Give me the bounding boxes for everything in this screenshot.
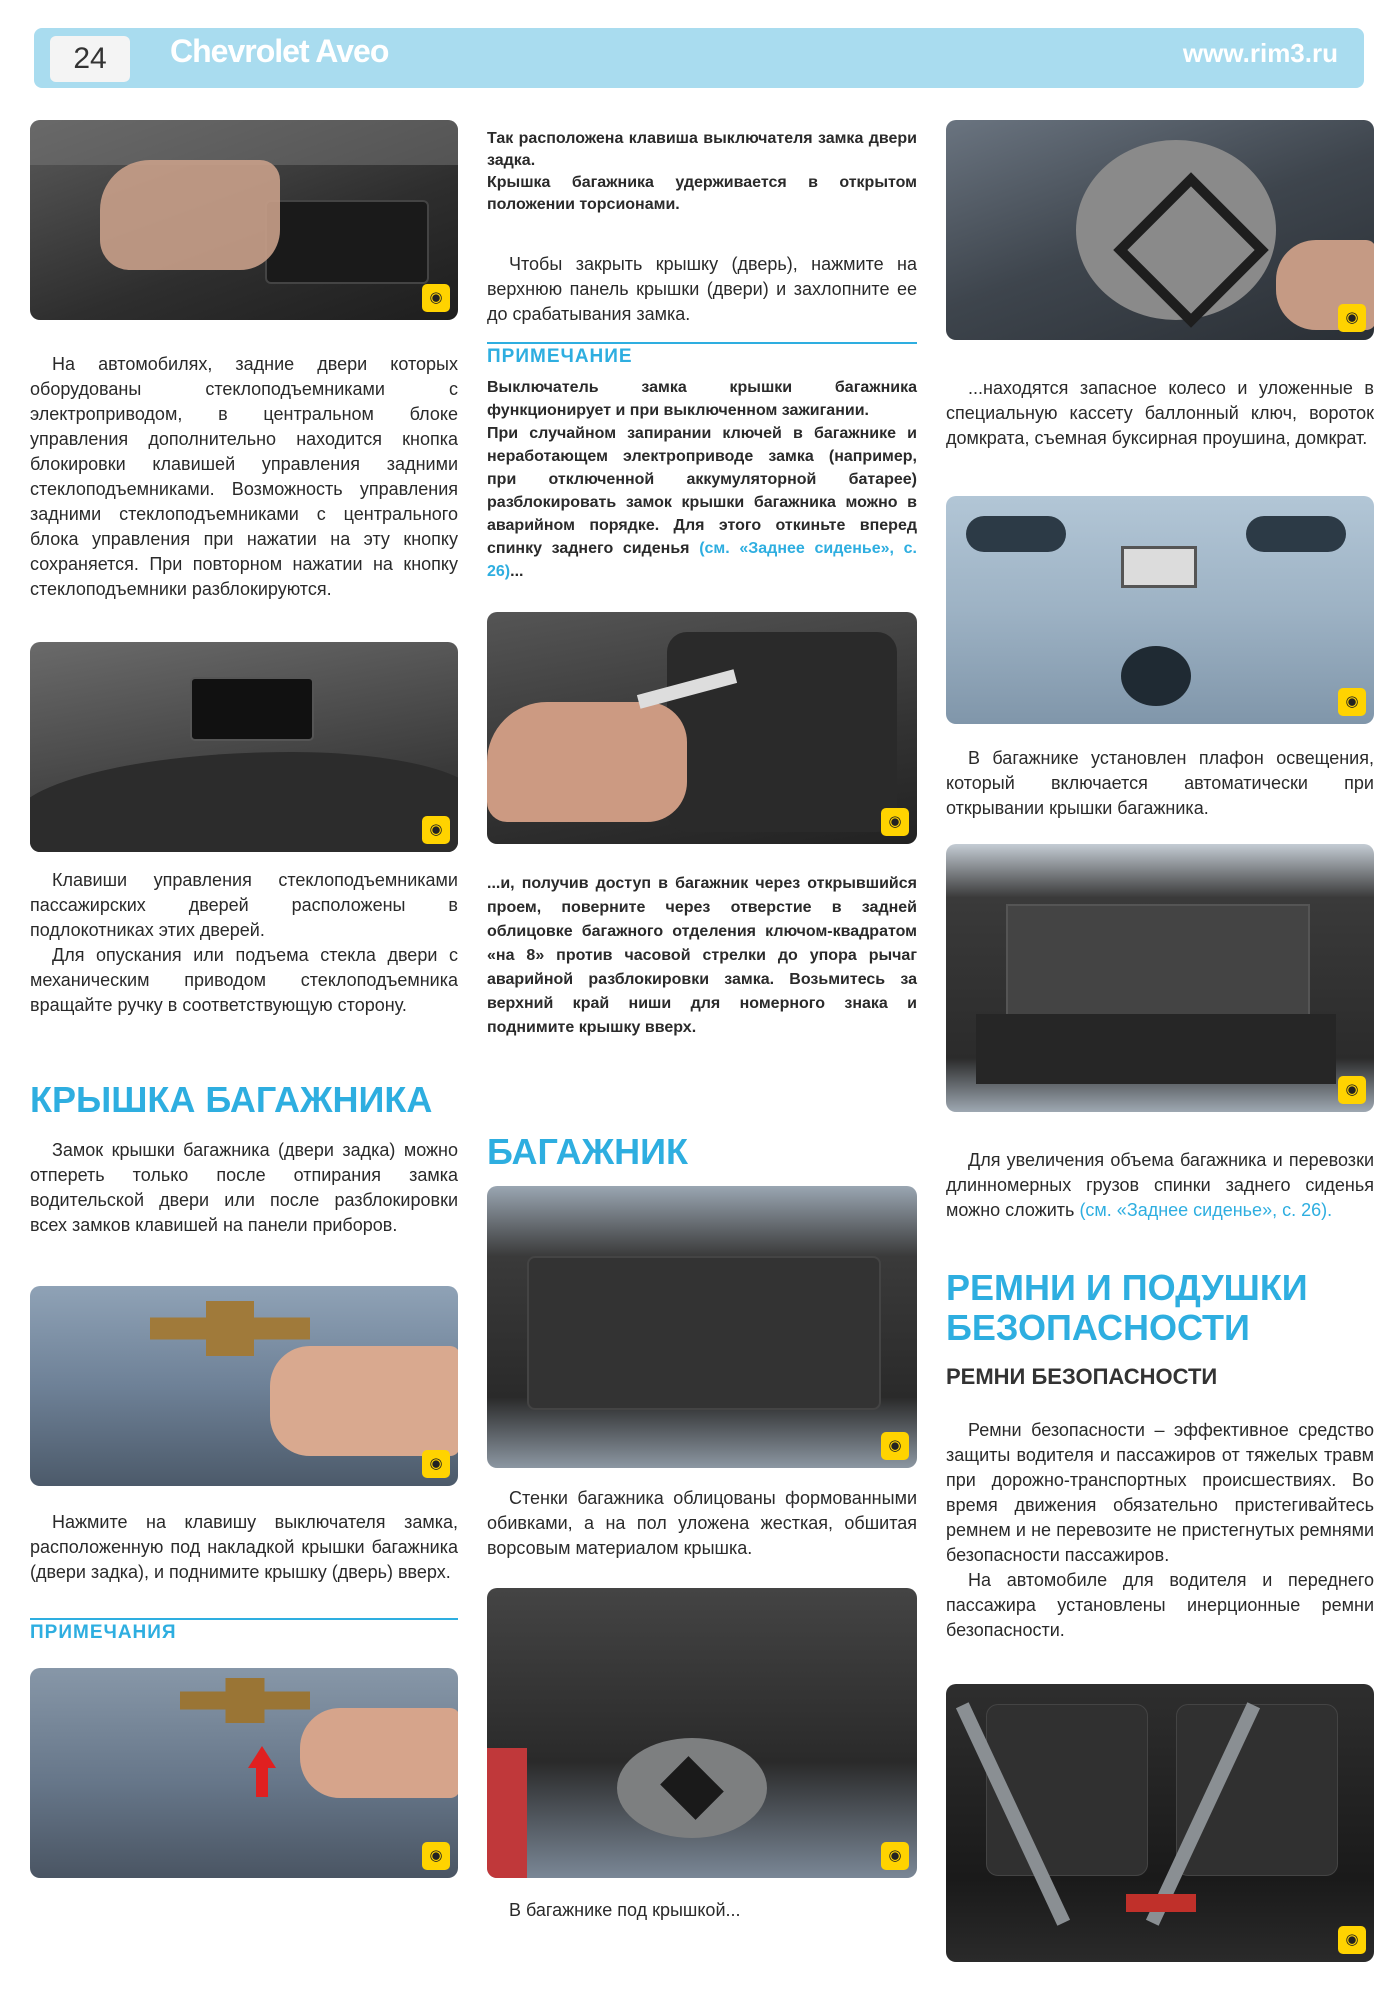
- fold-seats-paragraph: Для увеличения объема багажника и перевозки длинномерных грузов спинки заднего сиденья можно сложить (см. «Заднее сиденье», с. 26).: [946, 1150, 1374, 1220]
- photo-trunk-spare-wheel: [487, 1588, 917, 1878]
- notes-heading: ПРИМЕЧАНИЯ: [30, 1618, 458, 1644]
- photo-folded-rear-seats: [946, 844, 1374, 1112]
- camera-icon: ◉: [1338, 1076, 1366, 1104]
- camera-icon: ◉: [422, 1450, 450, 1478]
- red-arrow-icon: [248, 1746, 276, 1768]
- open-trunk-paragraph: Нажмите на клавишу выключателя замка, расположенную под накладкой крышки багажника (двери задка), и поднимите крышку (дверь) вверх.: [30, 1512, 458, 1582]
- window-lock-paragraph: На автомобилях, задние двери которых оборудованы стеклоподъемниками с электроприводом, в центральном блоке управления дополнительно находится кнопка блокировки клавишей управления задними стеклоподъемниками. Возможность управления задними стеклоподъемниками с центрального блока управления при нажатии на эту кнопку сохраняется. При повторном нажатии на кнопку стеклоподъемники разблокируются.: [30, 354, 458, 599]
- camera-icon: ◉: [422, 816, 450, 844]
- photo-trunk-lamp: [946, 496, 1374, 724]
- photo-trunk-switch-arrow: [30, 1668, 458, 1878]
- camera-icon: ◉: [881, 1432, 909, 1460]
- site-url[interactable]: www.rim3.ru: [1182, 38, 1338, 68]
- spare-wheel-paragraph: ...находятся запасное колесо и уложенные в специальную кассету баллонный ключ, вороток домкрата, съемная буксирная проушина, домкрат.: [946, 378, 1374, 448]
- photo-caption-switch: Так расположена клавиша выключателя замка двери задка. Крышка багажника удерживается в открытом положении торсионами.: [487, 130, 917, 213]
- note-heading: ПРИМЕЧАНИЕ: [487, 342, 917, 368]
- camera-icon: ◉: [1338, 304, 1366, 332]
- emergency-unlock-note: Выключатель замка крышки багажника функционирует и при выключенном зажигании. При случайном запирании ключей в багажнике и неработающем электроприводе замка (например, при отключенной аккумуляторной батарее) разблокировать замок крышки багажника можно в аварийном порядке. Для этого откиньте вперед спинку заднего сиденья (см. «Заднее сиденье», с. 26)...: [487, 379, 917, 580]
- photo-trunk-lid-emblem: [30, 1286, 458, 1486]
- photo-rear-seat-belts: [946, 1684, 1374, 1962]
- camera-icon: ◉: [422, 284, 450, 312]
- section-heading-belts-airbags: РЕМНИ И ПОДУШКИ БЕЗОПАСНОСТИ: [946, 1267, 1308, 1348]
- trunk-lid-paragraph: Замок крышки багажника (двери задка) можно отпереть только после отпирания замка водительской двери или после разблокировки всех замков клавишей на панели приборов.: [30, 1140, 458, 1235]
- book-title: Chevrolet Aveo: [170, 33, 389, 69]
- trunk-lining-paragraph: Стенки багажника облицованы формованными обивками, а на пол уложена жесткая, обшитая ворсовым материалом крышка.: [487, 1488, 917, 1558]
- photo-trunk-interior: [487, 1186, 917, 1468]
- section-heading-trunk: БАГАЖНИК: [487, 1131, 689, 1172]
- emergency-lever-paragraph: ...и, получив доступ в багажник через открывшийся проем, поверните через отверстие в задней облицовке багажного отделения ключом-квадратом «на 8» против часовой стрелки до упора рычаг аварийной разблокировки замка. Возьмитесь за верхний край ниши для номерного знака и поднимите крышку вверх.: [487, 875, 917, 1036]
- trunk-lamp-paragraph: В багажнике установлен плафон освещения, который включается автоматически при открывании крышки багажника.: [946, 748, 1374, 818]
- photo-passenger-armrest: [30, 642, 458, 852]
- camera-icon: ◉: [422, 1842, 450, 1870]
- page-number: 24: [50, 36, 130, 82]
- under-cover-paragraph: В багажнике под крышкой...: [509, 1900, 741, 1920]
- subheading-seat-belts: РЕМНИ БЕЗОПАСНОСТИ: [946, 1364, 1218, 1389]
- camera-icon: ◉: [881, 1842, 909, 1870]
- seat-belts-paragraphs: Ремни безопасности – эффективное средство защиты водителя и пассажиров от тяжелых травм при дорожно-транспортных происшествиях. Во время движения обязательно пристегивайтесь ремнем и не перевозите не пристегнутых ремнями безопасности пассажиров. На автомобиле для водителя и переднего пассажира установлены инерционные ремни безопасности.: [946, 1420, 1374, 1640]
- section-heading-trunk-lid: КРЫШКА БАГАЖНИКА: [30, 1079, 433, 1120]
- camera-icon: ◉: [1338, 688, 1366, 716]
- cross-reference-link[interactable]: (см. «Заднее сиденье», с. 26): [487, 540, 917, 580]
- camera-icon: ◉: [1338, 1926, 1366, 1954]
- armrest-paragraphs: Клавиши управления стеклоподъемниками пассажирских дверей расположены в подлокотниках этих дверей. Для опускания или подъема стекла двери с механическим приводом стеклоподъемника вращайте ручку в соответствующую сторону.: [30, 870, 458, 1015]
- photo-emergency-lever: [487, 612, 917, 844]
- photo-spare-tools: [946, 120, 1374, 340]
- cross-reference-link[interactable]: (см. «Заднее сиденье», с. 26).: [1079, 1200, 1333, 1220]
- camera-icon: ◉: [881, 808, 909, 836]
- photo-driver-window-switches: [30, 120, 458, 320]
- close-trunk-paragraph: Чтобы закрыть крышку (дверь), нажмите на верхнюю панель крышки (двери) и захлопните ее до срабатывания замка.: [487, 254, 917, 324]
